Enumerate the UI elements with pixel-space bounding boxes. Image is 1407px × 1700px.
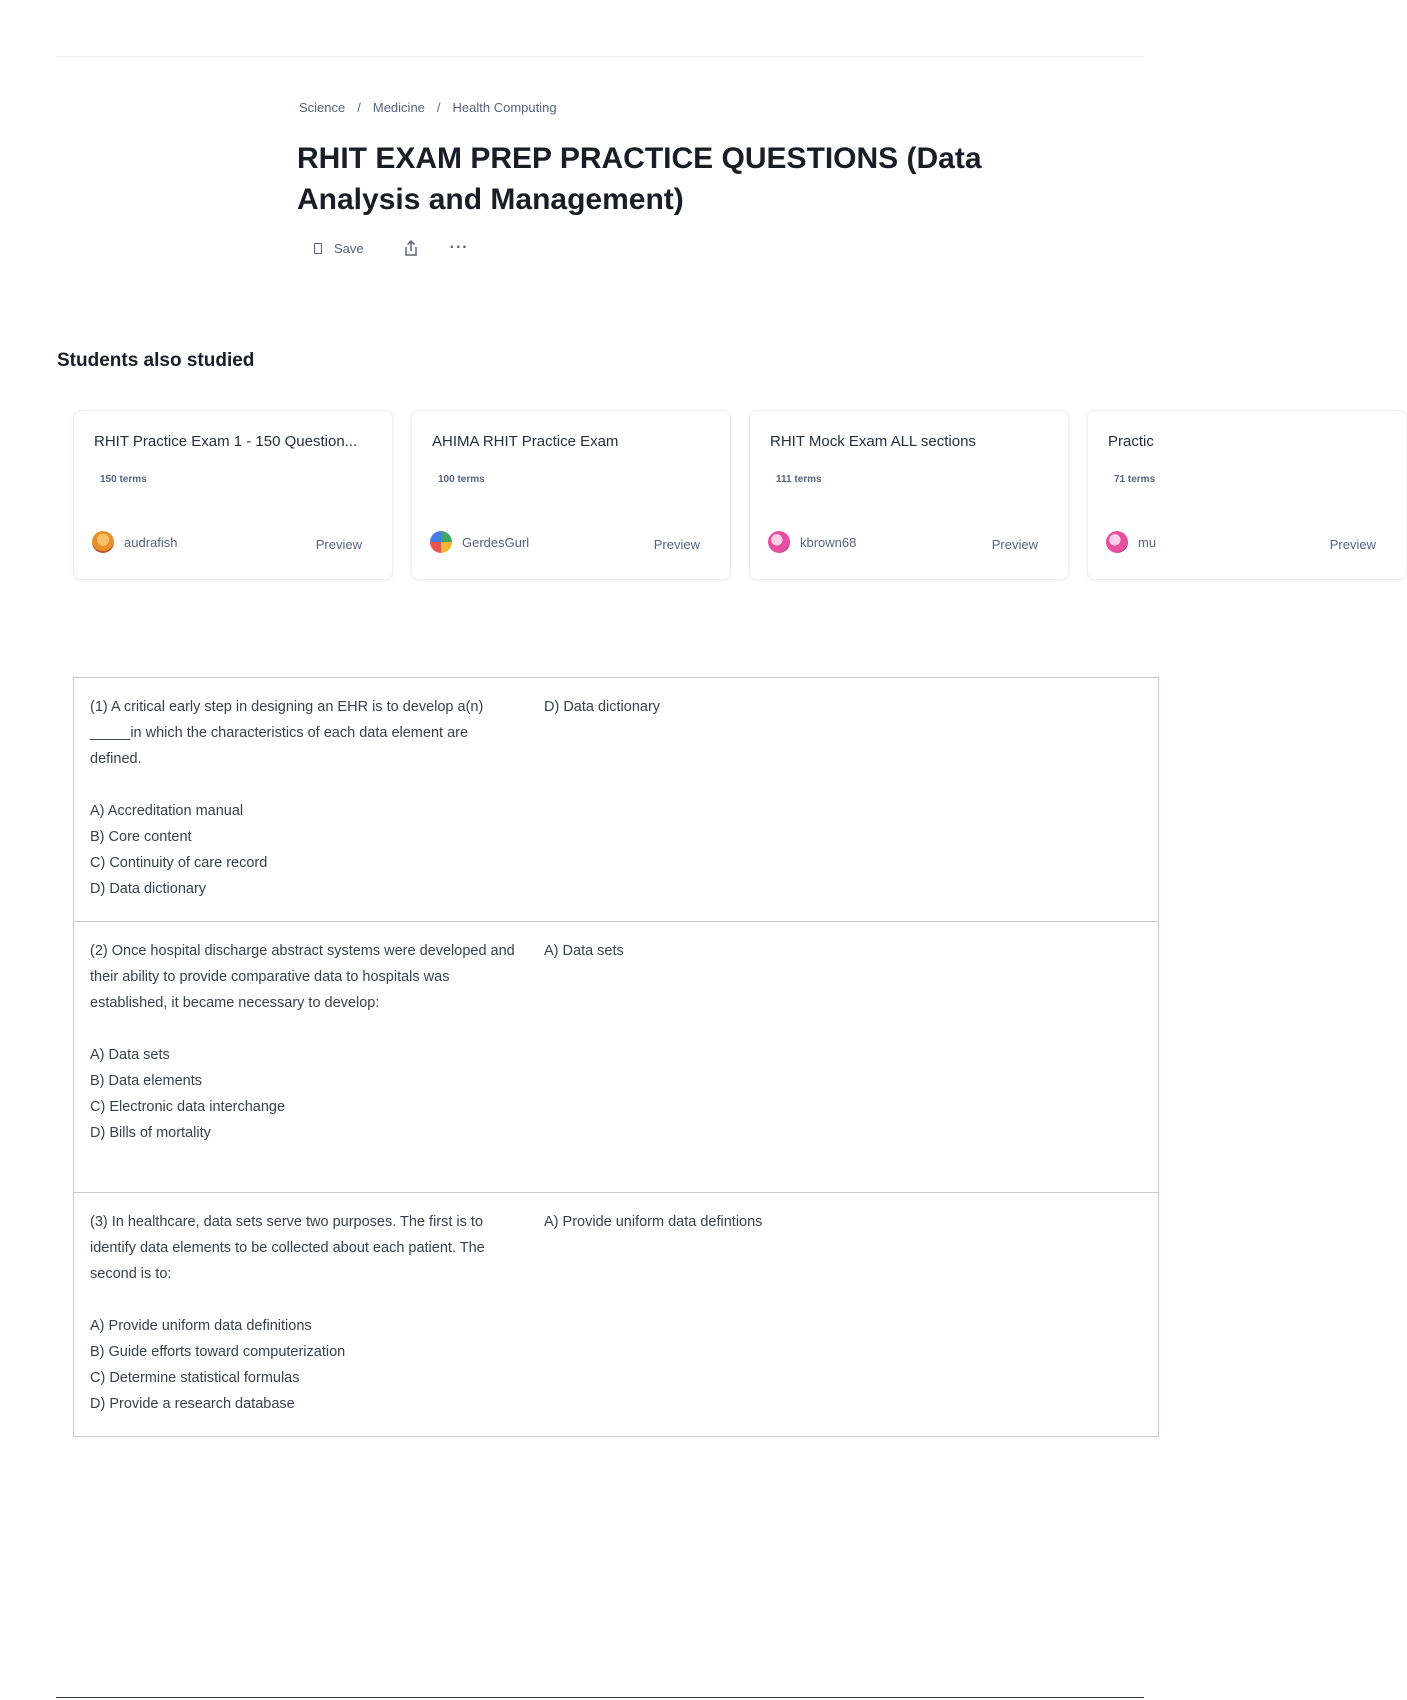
avatar [1106, 531, 1128, 553]
card-terms-count: 150 terms [100, 474, 147, 485]
term-answer: A) Provide uniform data defintions [544, 1214, 763, 1230]
breadcrumb-health-computing[interactable]: Health Computing [452, 100, 557, 115]
card-author-name: GerdesGurl [462, 534, 530, 550]
card-terms-count: 71 terms [1114, 474, 1156, 485]
term-row [74, 1193, 1158, 1436]
preview-link[interactable]: Preview [1329, 537, 1376, 552]
card-title: RHIT Practice Exam 1 - 150 Question... [94, 433, 358, 450]
preview-link[interactable]: Preview [991, 537, 1038, 552]
page-title: RHIT EXAM PREP PRACTICE QUESTIONS (Data Analysis and Management) [297, 142, 982, 216]
related-set-card[interactable] [73, 410, 393, 580]
card-author[interactable] [92, 531, 177, 553]
card-title: RHIT Mock Exam ALL sections [770, 433, 976, 450]
save-label: Save [334, 240, 364, 256]
preview-link[interactable]: Preview [315, 537, 362, 552]
breadcrumb-separator: / [436, 100, 441, 115]
save-button[interactable] [314, 241, 364, 256]
card-author-name: kbrown68 [800, 534, 857, 550]
bookmark-icon [314, 243, 322, 254]
breadcrumb-medicine[interactable]: Medicine [372, 100, 425, 115]
breadcrumb-separator: / [357, 100, 361, 115]
preview-link[interactable]: Preview [653, 537, 700, 552]
card-author[interactable] [768, 531, 856, 553]
related-sets-carousel [73, 410, 1376, 585]
card-author-name: mu [1138, 534, 1157, 550]
card-author[interactable] [1106, 531, 1156, 553]
breadcrumb-science[interactable]: Science [299, 100, 346, 115]
card-author[interactable] [430, 531, 529, 553]
students-also-studied-heading: Students also studied [57, 350, 255, 371]
term-question: (2) Once hospital discharge abstract systems were developed and their ability to provide comparative data to hospitals was established, it became necessary to develop: A) Data sets B) Data elements C) Electronic data interchange D) Bills of mortality [90, 943, 515, 1141]
top-divider [56, 56, 1144, 57]
related-set-card[interactable] [1087, 410, 1407, 580]
more-options-button[interactable]: ··· [449, 239, 469, 256]
card-title: Practic [1108, 433, 1154, 450]
share-button[interactable] [401, 238, 421, 258]
term-row [74, 678, 1158, 922]
avatar [768, 531, 790, 553]
avatar [92, 531, 114, 553]
term-question: (1) A critical early step in designing an EHR is to develop a(n) _____in which the characteristics of each data element are defined. A) Accreditation manual B) Core content C) Continuity of care record D) Data dictionary [90, 699, 484, 897]
related-set-card[interactable] [749, 410, 1069, 580]
avatar [430, 531, 452, 553]
term-answer: D) Data dictionary [544, 699, 661, 715]
term-answer: A) Data sets [544, 943, 624, 959]
card-author-name: audrafish [124, 534, 178, 550]
related-set-card[interactable] [411, 410, 731, 580]
card-title: AHIMA RHIT Practice Exam [432, 433, 619, 450]
bottom-divider [56, 1697, 1144, 1698]
action-bar [314, 238, 469, 258]
share-icon [401, 238, 421, 258]
flashcard-terms-table [73, 677, 1159, 1437]
term-row [74, 922, 1158, 1193]
term-question: (3) In healthcare, data sets serve two purposes. The first is to identify data elements to be collected about each patient. The second is to: A) Provide uniform data definitions B) Guide efforts toward computerization C) Determine statistical formulas D) Provide a research database [90, 1214, 485, 1412]
card-terms-count: 111 terms [776, 474, 822, 485]
card-terms-count: 100 terms [438, 474, 485, 485]
breadcrumb [299, 100, 557, 115]
